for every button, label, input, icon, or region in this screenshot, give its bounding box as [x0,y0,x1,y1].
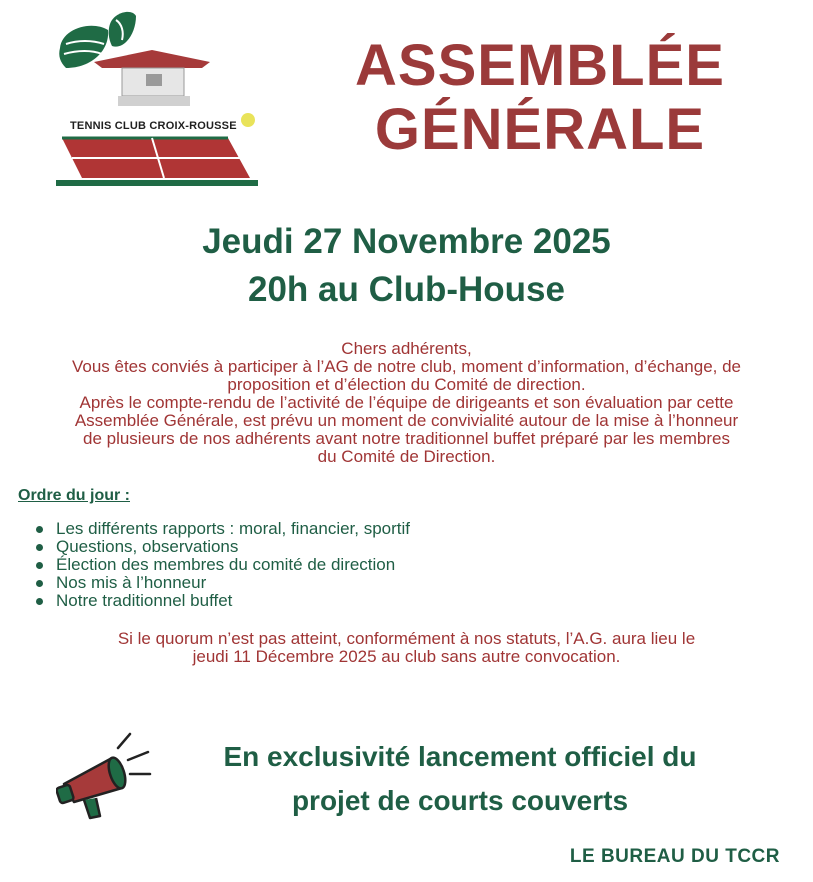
event-info [0,218,813,314]
intro-line: Après le compte-rendu de l’activité de l’équipe de dirigeants et son évaluation par cette [79,393,734,412]
announcement [150,735,770,823]
intro-paragraph [15,340,798,466]
agenda-item: Nos mis à l’honneur [34,574,410,592]
announcement-line: projet de courts couverts [291,785,629,816]
agenda-item: Questions, observations [34,538,410,556]
agenda-list [34,520,410,610]
intro-line: Chers adhérents, [341,339,472,358]
intro-line: proposition et d’élection du Comité de direction. [227,375,586,394]
announcement-line: En exclusivité lancement officiel du [223,741,697,772]
quorum-line: Si le quorum n’est pas atteint, conformément à nos statuts, l’A.G. aura lieu le [117,629,696,648]
agenda-item: Notre traditionnel buffet [34,592,410,610]
intro-line: de plusieurs de nos adhérents avant notre traditionnel buffet préparé par les membres [82,429,731,448]
intro-line: du Comité de Direction. [317,447,496,466]
page-title [300,34,780,162]
club-logo [52,10,262,190]
logo-roof [94,50,210,68]
logo-tennis-ball [241,113,255,127]
agenda-item: Les différents rapports : moral, financier, sportif [34,520,410,538]
title-line-1: ASSEMBLÉE [355,33,725,98]
quorum-note [15,630,798,666]
agenda-title: Ordre du jour : [18,487,130,504]
intro-line: Assemblée Générale, est prévu un moment de convivialité autour de la mise à l’honneur [74,411,739,430]
intro-line: Vous êtes conviés à participer à l’AG de notre club, moment d’information, d’échange, de [71,357,742,376]
logo-text: TENNIS CLUB CROIX-ROUSSE [70,120,237,132]
agenda-item: Élection des membres du comité de direction [34,556,410,574]
title-line-2: GÉNÉRALE [374,97,706,162]
event-place: 20h au Club-House [248,270,565,309]
quorum-line: jeudi 11 Décembre 2025 au club sans autre convocation. [192,647,621,666]
signature: LE BUREAU DU TCCR [569,846,780,867]
event-date: Jeudi 27 Novembre 2025 [202,222,611,261]
